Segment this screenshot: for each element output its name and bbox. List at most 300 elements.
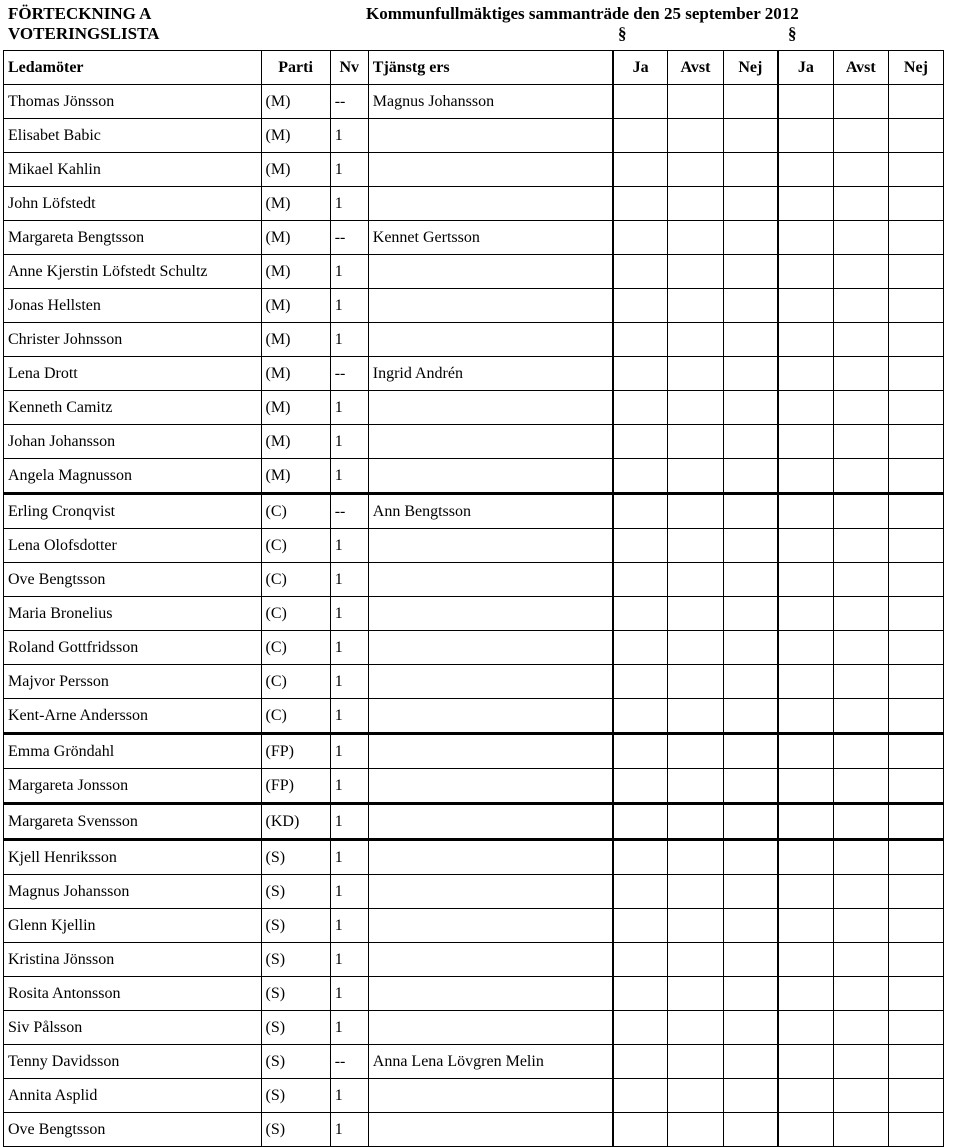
vote-avst-1 [668,840,723,875]
member-nv: 1 [330,391,368,425]
member-nv: 1 [330,734,368,769]
vote-ja-1 [613,665,668,699]
vote-nej-2 [888,187,943,221]
vote-avst-1 [668,85,723,119]
table-row [4,563,944,597]
member-nv: 1 [330,665,368,699]
vote-avst-1 [668,459,723,494]
member-substitute [368,459,613,494]
member-party: (S) [261,1011,330,1045]
member-name: Thomas Jönsson [4,85,262,119]
member-substitute [368,153,613,187]
member-substitute [368,119,613,153]
table-row [4,840,944,875]
table-header-row [4,51,944,85]
table-row [4,391,944,425]
vote-ja-2 [778,323,833,357]
table-row [4,85,944,119]
vote-nej-2 [888,1011,943,1045]
member-nv: 1 [330,909,368,943]
member-nv: 1 [330,804,368,840]
member-nv: 1 [330,875,368,909]
table-row [4,529,944,563]
vote-avst-1 [668,391,723,425]
vote-ja-1 [613,1011,668,1045]
vote-nej-2 [888,909,943,943]
vote-ja-2 [778,943,833,977]
col-header-ja-1: Ja [613,51,668,85]
member-substitute [368,1079,613,1113]
member-party: (M) [261,221,330,255]
vote-nej-1 [723,425,778,459]
table-row [4,357,944,391]
vote-ja-2 [778,804,833,840]
document-title: FÖRTECKNING A [8,4,152,23]
member-substitute [368,943,613,977]
vote-ja-2 [778,221,833,255]
table-row [4,769,944,804]
member-nv: 1 [330,289,368,323]
member-party: (FP) [261,734,330,769]
vote-avst-2 [833,85,888,119]
vote-nej-1 [723,875,778,909]
member-substitute [368,875,613,909]
vote-nej-1 [723,943,778,977]
member-party: (FP) [261,769,330,804]
member-name: Margareta Jonsson [4,769,262,804]
table-row [4,425,944,459]
vote-ja-2 [778,425,833,459]
vote-nej-2 [888,459,943,494]
vote-avst-2 [833,255,888,289]
member-nv: 1 [330,323,368,357]
vote-nej-2 [888,153,943,187]
vote-avst-1 [668,699,723,734]
member-substitute [368,255,613,289]
vote-avst-2 [833,734,888,769]
member-name: Emma Gröndahl [4,734,262,769]
vote-nej-2 [888,221,943,255]
vote-ja-1 [613,459,668,494]
table-row [4,153,944,187]
member-name: Tenny Davidsson [4,1045,262,1079]
vote-avst-2 [833,323,888,357]
col-header-nej-2: Nej [888,51,943,85]
vote-ja-2 [778,699,833,734]
vote-ja-1 [613,289,668,323]
voting-table [3,50,944,1147]
vote-ja-2 [778,769,833,804]
member-nv: -- [330,1045,368,1079]
member-party: (S) [261,1113,330,1147]
vote-ja-2 [778,529,833,563]
vote-ja-2 [778,665,833,699]
member-name: Ove Bengtsson [4,1113,262,1147]
table-row [4,875,944,909]
vote-nej-2 [888,1113,943,1147]
vote-avst-2 [833,425,888,459]
member-substitute [368,804,613,840]
member-name: Magnus Johansson [4,875,262,909]
member-nv: 1 [330,563,368,597]
member-substitute [368,909,613,943]
vote-nej-1 [723,1011,778,1045]
vote-nej-2 [888,804,943,840]
vote-ja-1 [613,631,668,665]
member-party: (M) [261,289,330,323]
vote-nej-1 [723,840,778,875]
vote-nej-2 [888,1079,943,1113]
member-party: (S) [261,943,330,977]
vote-ja-1 [613,357,668,391]
vote-nej-1 [723,597,778,631]
table-row [4,1011,944,1045]
table-row [4,977,944,1011]
vote-nej-1 [723,153,778,187]
table-row [4,943,944,977]
section-mark-1: § [618,24,627,43]
member-nv: -- [330,221,368,255]
member-party: (S) [261,1045,330,1079]
vote-avst-2 [833,631,888,665]
vote-avst-2 [833,1113,888,1147]
vote-avst-2 [833,221,888,255]
member-substitute [368,631,613,665]
vote-ja-1 [613,323,668,357]
vote-ja-1 [613,699,668,734]
vote-nej-2 [888,943,943,977]
member-nv: 1 [330,529,368,563]
member-party: (M) [261,459,330,494]
vote-avst-1 [668,665,723,699]
member-nv: 1 [330,255,368,289]
member-nv: 1 [330,699,368,734]
vote-ja-1 [613,153,668,187]
vote-ja-2 [778,357,833,391]
member-substitute [368,289,613,323]
vote-ja-2 [778,563,833,597]
vote-ja-1 [613,119,668,153]
table-row [4,494,944,529]
vote-nej-1 [723,289,778,323]
vote-nej-1 [723,119,778,153]
col-header-nej-1: Nej [723,51,778,85]
vote-ja-2 [778,187,833,221]
vote-nej-2 [888,769,943,804]
vote-nej-2 [888,391,943,425]
member-name: Annita Asplid [4,1079,262,1113]
member-substitute [368,665,613,699]
vote-nej-1 [723,529,778,563]
vote-avst-2 [833,1079,888,1113]
member-party: (C) [261,563,330,597]
vote-nej-2 [888,699,943,734]
member-name: Elisabet Babic [4,119,262,153]
vote-ja-1 [613,769,668,804]
col-header-substitute: Tjänstg ers [368,51,613,85]
vote-avst-1 [668,943,723,977]
member-party: (M) [261,425,330,459]
vote-avst-1 [668,1113,723,1147]
member-party: (C) [261,631,330,665]
table-row [4,631,944,665]
member-name: John Löfstedt [4,187,262,221]
vote-nej-2 [888,875,943,909]
vote-nej-2 [888,289,943,323]
member-substitute [368,529,613,563]
vote-avst-2 [833,769,888,804]
table-row [4,909,944,943]
col-header-avst-2: Avst [833,51,888,85]
vote-ja-1 [613,255,668,289]
vote-ja-1 [613,840,668,875]
vote-avst-1 [668,187,723,221]
vote-ja-2 [778,977,833,1011]
member-substitute [368,977,613,1011]
member-substitute [368,187,613,221]
vote-nej-1 [723,1079,778,1113]
meeting-heading: Kommunfullmäktiges sammanträde den 25 september 2012 [366,4,799,23]
vote-avst-2 [833,699,888,734]
vote-nej-2 [888,119,943,153]
member-nv: -- [330,357,368,391]
vote-avst-2 [833,665,888,699]
member-substitute: Kennet Gertsson [368,221,613,255]
vote-ja-1 [613,221,668,255]
member-substitute [368,425,613,459]
vote-nej-1 [723,459,778,494]
vote-nej-1 [723,665,778,699]
vote-avst-1 [668,529,723,563]
member-name: Rosita Antonsson [4,977,262,1011]
vote-nej-1 [723,909,778,943]
vote-ja-2 [778,1113,833,1147]
vote-avst-1 [668,289,723,323]
member-party: (S) [261,909,330,943]
vote-ja-2 [778,459,833,494]
table-row [4,289,944,323]
member-name: Glenn Kjellin [4,909,262,943]
vote-avst-2 [833,153,888,187]
vote-avst-2 [833,187,888,221]
vote-nej-2 [888,425,943,459]
table-row [4,221,944,255]
table-row [4,459,944,494]
vote-ja-1 [613,391,668,425]
member-party: (M) [261,255,330,289]
vote-ja-2 [778,597,833,631]
member-name: Jonas Hellsten [4,289,262,323]
vote-nej-1 [723,1113,778,1147]
vote-ja-1 [613,804,668,840]
col-header-nv: Nv [330,51,368,85]
vote-nej-2 [888,563,943,597]
member-name: Anne Kjerstin Löfstedt Schultz [4,255,262,289]
member-name: Siv Pålsson [4,1011,262,1045]
member-name: Maria Bronelius [4,597,262,631]
vote-nej-2 [888,734,943,769]
vote-nej-2 [888,597,943,631]
table-row [4,119,944,153]
member-substitute [368,1011,613,1045]
vote-avst-1 [668,255,723,289]
vote-nej-1 [723,85,778,119]
member-party: (C) [261,699,330,734]
member-substitute: Anna Lena Lövgren Melin [368,1045,613,1079]
member-party: (M) [261,357,330,391]
vote-avst-2 [833,459,888,494]
member-party: (M) [261,187,330,221]
vote-avst-2 [833,943,888,977]
member-substitute [368,734,613,769]
member-nv: 1 [330,187,368,221]
member-name: Lena Drott [4,357,262,391]
col-header-party: Parti [261,51,330,85]
table-row [4,1045,944,1079]
vote-nej-1 [723,1045,778,1079]
vote-avst-1 [668,357,723,391]
member-substitute [368,323,613,357]
vote-nej-1 [723,357,778,391]
vote-ja-1 [613,425,668,459]
col-header-avst-1: Avst [668,51,723,85]
member-name: Margareta Svensson [4,804,262,840]
vote-avst-2 [833,840,888,875]
vote-avst-1 [668,563,723,597]
member-nv: -- [330,85,368,119]
vote-avst-1 [668,804,723,840]
member-party: (S) [261,1079,330,1113]
member-name: Kent-Arne Andersson [4,699,262,734]
vote-ja-1 [613,529,668,563]
member-substitute [368,840,613,875]
vote-avst-2 [833,529,888,563]
member-nv: -- [330,494,368,529]
vote-avst-2 [833,289,888,323]
member-substitute [368,391,613,425]
member-name: Roland Gottfridsson [4,631,262,665]
vote-avst-1 [668,875,723,909]
vote-nej-1 [723,563,778,597]
vote-avst-2 [833,119,888,153]
member-party: (C) [261,529,330,563]
table-row [4,1079,944,1113]
vote-nej-1 [723,699,778,734]
vote-nej-1 [723,255,778,289]
member-party: (M) [261,119,330,153]
vote-avst-2 [833,875,888,909]
document-subtitle: VOTERINGSLISTA [8,24,160,43]
vote-avst-2 [833,597,888,631]
vote-ja-1 [613,494,668,529]
vote-avst-1 [668,425,723,459]
member-nv: 1 [330,840,368,875]
vote-ja-2 [778,153,833,187]
member-nv: 1 [330,631,368,665]
vote-nej-2 [888,977,943,1011]
table-row [4,734,944,769]
vote-ja-2 [778,85,833,119]
vote-avst-1 [668,153,723,187]
vote-avst-2 [833,357,888,391]
vote-nej-1 [723,221,778,255]
member-party: (C) [261,597,330,631]
member-name: Christer Johnsson [4,323,262,357]
vote-ja-2 [778,734,833,769]
member-nv: 1 [330,1079,368,1113]
vote-ja-1 [613,597,668,631]
vote-avst-2 [833,391,888,425]
member-name: Ove Bengtsson [4,563,262,597]
vote-nej-2 [888,255,943,289]
vote-nej-2 [888,85,943,119]
vote-ja-1 [613,85,668,119]
vote-nej-2 [888,494,943,529]
member-nv: 1 [330,769,368,804]
vote-nej-2 [888,665,943,699]
vote-ja-1 [613,1079,668,1113]
vote-avst-2 [833,977,888,1011]
vote-ja-1 [613,1045,668,1079]
vote-ja-1 [613,875,668,909]
vote-avst-1 [668,977,723,1011]
vote-avst-1 [668,323,723,357]
vote-ja-2 [778,289,833,323]
member-nv: 1 [330,119,368,153]
vote-ja-2 [778,391,833,425]
member-name: Angela Magnusson [4,459,262,494]
col-header-ja-2: Ja [778,51,833,85]
member-nv: 1 [330,1113,368,1147]
col-header-members: Ledamöter [4,51,262,85]
member-name: Kjell Henriksson [4,840,262,875]
vote-avst-1 [668,119,723,153]
member-name: Kristina Jönsson [4,943,262,977]
vote-avst-2 [833,804,888,840]
member-party: (S) [261,840,330,875]
member-substitute [368,563,613,597]
member-nv: 1 [330,597,368,631]
member-substitute [368,1113,613,1147]
vote-avst-2 [833,563,888,597]
vote-avst-1 [668,1045,723,1079]
member-nv: 1 [330,153,368,187]
member-nv: 1 [330,1011,368,1045]
vote-avst-2 [833,494,888,529]
vote-nej-2 [888,840,943,875]
vote-nej-1 [723,734,778,769]
table-row [4,255,944,289]
vote-ja-2 [778,119,833,153]
vote-avst-2 [833,1011,888,1045]
member-substitute: Magnus Johansson [368,85,613,119]
member-party: (M) [261,323,330,357]
member-substitute [368,769,613,804]
member-nv: 1 [330,977,368,1011]
vote-ja-1 [613,734,668,769]
vote-avst-1 [668,734,723,769]
table-row [4,323,944,357]
member-party: (S) [261,977,330,1011]
vote-ja-1 [613,563,668,597]
vote-ja-2 [778,631,833,665]
vote-nej-2 [888,529,943,563]
vote-ja-1 [613,187,668,221]
vote-ja-2 [778,1079,833,1113]
vote-nej-1 [723,977,778,1011]
table-row [4,597,944,631]
member-name: Lena Olofsdotter [4,529,262,563]
